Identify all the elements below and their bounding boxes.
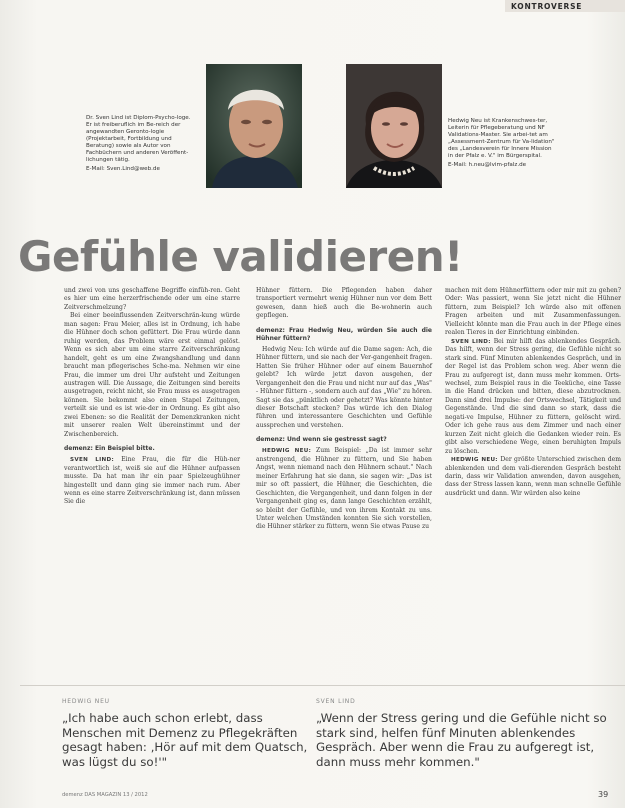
body-paragraph: machen mit dem Hühnerfüttern oder mir mit zu gehen? Oder: Was passiert, wenn Sie jetzt nicht die Hühner füttern, zum Beispiel? Ich würde also mit offenen Fragen arbeiten und mit Zusammenfassungen. Vielleicht könnte man die Frau auch in der Pflege eines realen Tieres in der Einrichtung einbinden. bbox=[445, 287, 621, 337]
interview-answer bbox=[445, 338, 621, 456]
text-column-2 bbox=[256, 287, 432, 532]
author-bio-left-text: Dr. Sven Lind ist Diplom-Psycho-loge. Er ist freiberuflich im Be-reich der angewandten Geronto-logie (Projektarbeit, Fortbildung und Beratung) sowie als Autor von Fachbüchern und anderen Veröffent-lichungen tätig. bbox=[86, 115, 191, 163]
pullquote-divider bbox=[20, 685, 625, 686]
pullquote-right-text: „Wenn der Stress gering und die Gefühle nicht so stark sind, helfen fünf Minuten ablenkendes Gespräch. Aber wenn die Frau zu aufgeregt ist, dann muss mehr kommen." bbox=[316, 711, 607, 769]
speaker-name: SVEN LIND: bbox=[70, 457, 122, 464]
interview-question: demenz: Und wenn sie gestresst sagt? bbox=[256, 436, 387, 444]
body-paragraph: und zwei von uns geschaffene Begriffe einfüh-ren. Geht es hier um eine herzerfrischende oder um eine starre Zeitverschmelzung? bbox=[64, 287, 240, 311]
section-label: KONTROVERSE bbox=[505, 0, 625, 12]
answer-text: Bei mir hilft das ablenkendes Gespräch. Das hilft, wenn der Stress gering, die Gefühle nicht so stark sind. Fünf Minuten ablenkendes Gespräch, und in der Regel ist das Problem schon weg. Aber wenn die Frau zu aufgeregt ist, dann muss mehr kommen. Orts-wechsel, zum Beispiel raus in die Teeküche, eine Tasse in die Hand drücken und bitten, diese abzutrocknen. Dann sind drei Impulse: der Ortswechsel, Tätigkeit und Gegenstände. Und die sind dann so stark, dass die negati-ve Impulse, Hühner zu füttern, gelöscht wird. Oder ich gehe raus aus dem Zimmer und nach einer kurzen Zeit nicht gleich die Gedanken wieder rein. Es gibt also verschiedene Wege, einen beruhigten Impuls zu löschen. bbox=[445, 337, 621, 455]
interview-question: demenz: Frau Hedwig Neu, würden Sie auch die Hühner füttern? bbox=[256, 326, 432, 342]
portrait-photo-right bbox=[346, 64, 442, 188]
interview-answer bbox=[64, 456, 240, 507]
pullquote-left-text: „Ich habe auch schon erlebt, dass Menschen mit Demenz zu Pflegekräften gesagt haben: ‚Hör auf mit dem Quatsch, was lügst du so!'" bbox=[62, 711, 308, 769]
portrait-photo-left bbox=[206, 64, 302, 188]
body-paragraph: Bei einer beeinflussenden Zeitverschrän-kung würde man sagen: Frau Meier, alles ist in Ordnung, ich habe die Hühner doch schon gefüttert. Die Frau würde dann ruhig werden, das Problem wäre erst einmal gelöst. Wenn es sich aber um eine starre Zeitverschränkung handelt, geht es um eine Zwangshandlung und dann braucht man pflegerisches Sche-ma. Nehmen wir eine Frau, die immer um drei Uhr aufsteht und Zeitungen austragen will. Die Aussage, die Zeitungen sind bereits ausgetragen, reicht nicht, sie Frau muss es ausgetragen können. Sie bekommt also einen Stapel Zeitungen, verteilt sie und es ist wie-der in Ordnung. Es gibt also zwei Ebenen: so die Realität der Demenzkranken nicht mit unserer realen Welt übereinstimmt und der Zwischenbereich. bbox=[64, 312, 240, 438]
answer-text: Eine Frau, die für die Hüh-ner verantwortlich ist, weiß sie auf die Hühner aufpassen musste. Da hat man ihr ein paar Spielzeughühner hingestellt und dann ging sie immer nach rum. Aber wenn es eine starre Zeitverschränkung ist, dann müssen Sie die bbox=[64, 456, 241, 506]
text-column-3 bbox=[445, 287, 621, 498]
speaker-name: SVEN LIND: bbox=[451, 338, 494, 345]
author-bio-left bbox=[86, 115, 192, 173]
author-bio-right bbox=[448, 118, 558, 169]
interview-answer bbox=[445, 456, 621, 498]
interview-question: demenz: Ein Beispiel bitte. bbox=[64, 445, 155, 453]
pullquote-left-speaker: HEDWIG NEU bbox=[62, 698, 110, 705]
pullquote-left bbox=[62, 698, 322, 769]
speaker-name: HEDWIG NEU: bbox=[451, 457, 501, 464]
pullquote-right-speaker: SVEN LIND bbox=[316, 698, 356, 705]
speaker-name: HEDWIG NEU: bbox=[262, 448, 316, 455]
interview-answer bbox=[256, 447, 432, 532]
text-column-1 bbox=[64, 287, 240, 507]
answer-text: Zum Beispiel: „Da ist immer sehr anstrengend, die Hühner zu füttern, und Sie haben Angst, wenn niemand nach den Hühnern schaut." Nach meiner Erfahrung hat sie dann, sie sagen wir: „Das ist mir so oft passiert, die Hühner, die Geschichten, die Geschichten, die Vergangenheit, und dann folgen in der Vergangenheit ging es, dann lange Geschichten erzählt, so bleibt der Gefühle, und von ihrem Kontakt zu uns. Unter welchen Umständen konnten Sie sich vorstellen, die Hühner stärker zu füttern, wenn Sie etwas Pause zu bbox=[256, 447, 432, 531]
answer-text: Der größte Unterschied zwischen dem ablenkenden und dem vali-dierenden Gespräch besteht darin, dass wir Validation anwenden, davon ausgehen, dass der Stress lassen kann, wenn man schnelle Gefühle ausdrückt und dann. Wir würden also keine bbox=[445, 456, 621, 497]
body-paragraph: Hedwig Neu: Ich würde auf die Dame sagen: Ach, die Hühner füttern, und sie nach der Ver-gangenheit fragen. Hatten Sie früher Hühner oder auf einem Bauernhof gelebt? Ich würde jetzt davon ausgehen, der Vergangenheit den die Frau und nicht nur auf das „Was" - Hühner füttern -, sondern auch auf das „Wie" zu hören. Sagt sie das „pünktlich oder gehetzt? Was könnte hinter dieser Botschaft stecken? Das würde ich den Dialog führen und interessantere Geschichten und Gefühle aussprechen und verstehen. bbox=[256, 345, 432, 429]
article-headline: Gefühle validieren! bbox=[18, 232, 463, 281]
author-bio-right-email: E-Mail: h.neu@lvim-pfalz.de bbox=[448, 162, 527, 168]
pullquote-right bbox=[316, 698, 621, 769]
author-bio-right-text: Hedwig Neu ist Krankenschwes-ter, Leiterin für Pflegeberatung und NF Validations-Master. Sie arbei-tet am „Assessment-Zentrum für Va-lidation" des „Landesverein für Innere Mission in der Pfalz e. V." im Bürgerspital. bbox=[448, 118, 555, 159]
page-number: 39 bbox=[598, 790, 609, 799]
magazine-footer: demenz DAS MAGAZIN 13 / 2012 bbox=[62, 792, 148, 798]
body-paragraph: Hühner füttern. Die Pflegenden haben daher transportiert vermehrt wenig Hühner nun vor dem Bett gewesen, dann hieß auch die Be-wohnerin auch gepflegen. bbox=[256, 287, 432, 320]
author-bio-left-email: E-Mail: Sven.Lind@web.de bbox=[86, 166, 160, 172]
